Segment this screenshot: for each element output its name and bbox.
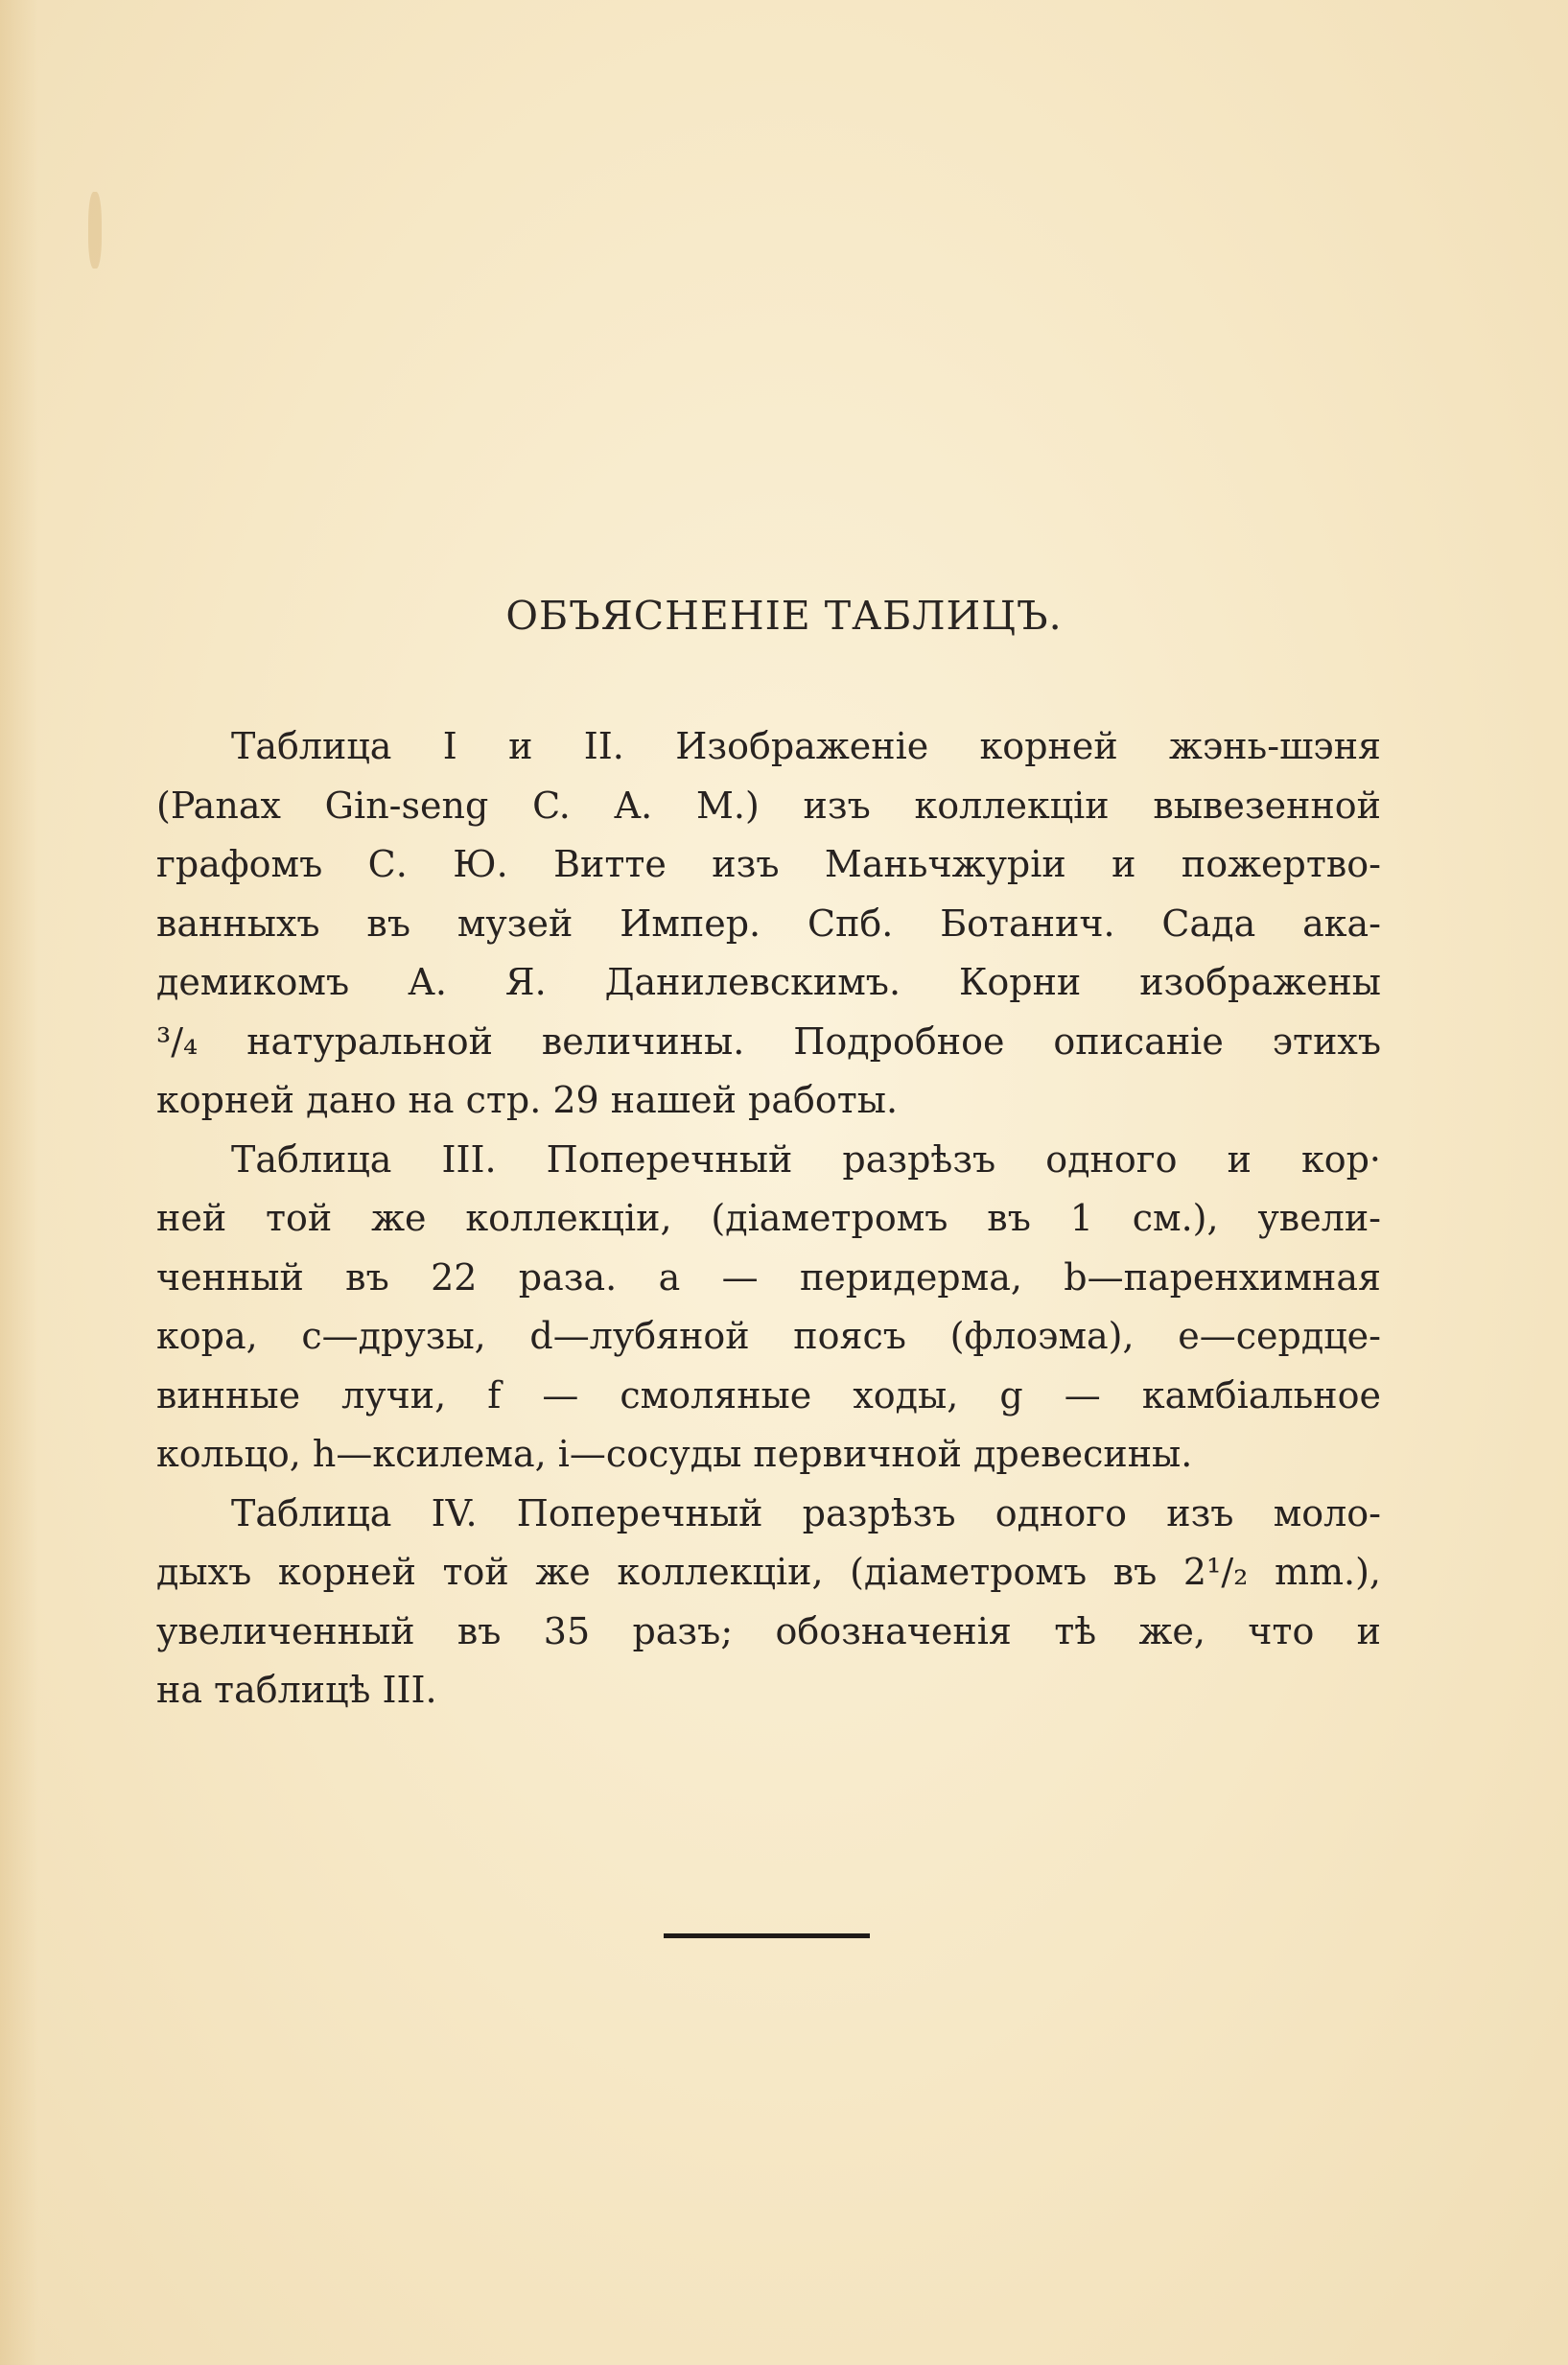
text-line: (Panax Gin-seng C. A. M.) изъ коллекціи вывезенной (156, 784, 1381, 827)
text-line: ³/₄ натуральной величины. Подробное описаніе этихъ (156, 1019, 1381, 1063)
text-line: увеличенный въ 35 разъ; обозначенія тѣ же, что и (156, 1609, 1381, 1652)
text-line: корней дано на стр. 29 нашей работы. (156, 1079, 899, 1121)
text-line: кора, c—друзы, d—лубяной поясъ (флоэма), e—сердце- (156, 1315, 1381, 1357)
paper-stain (88, 192, 102, 269)
text-line: винные лучи, f — смоляные ходы, g — камбіальное (156, 1373, 1381, 1417)
text-line: демикомъ А. Я. Данилевскимъ. Корни изображены (156, 961, 1381, 1003)
explanation-text (156, 717, 1381, 1721)
text-line: ченный въ 22 раза. a — перидерма, b—паренхимная (156, 1255, 1381, 1299)
text-line: графомъ С. Ю. Витте изъ Маньчжуріи и пожертво- (156, 843, 1381, 885)
page-edge-shadow (0, 0, 38, 2365)
text-line: ней той же коллекціи, (діаметромъ въ 1 см.), увели- (156, 1197, 1381, 1239)
text-line: Таблица III. Поперечный разрѣзъ одного и кор· (231, 1137, 1381, 1181)
text-line: кольцо, h—ксилема, i—сосуды первичной древесины. (156, 1433, 1193, 1475)
text-line: ванныхъ въ музей Импер. Спб. Ботанич. Сада ака- (156, 902, 1381, 945)
closing-rule (664, 1933, 870, 1938)
text-line: дыхъ корней той же коллекціи, (діаметромъ въ 2¹/₂ mm.), (156, 1551, 1381, 1593)
page-title: ОБЪЯСНЕНІЕ ТАБЛИЦЪ. (505, 593, 1063, 639)
text-line: Таблица IV. Поперечный разрѣзъ одного изъ моло- (231, 1491, 1381, 1534)
text-line: Таблица I и II. Изображеніе корней жэнь-шэня (231, 725, 1381, 767)
text-line: на таблицѣ III. (156, 1669, 437, 1711)
